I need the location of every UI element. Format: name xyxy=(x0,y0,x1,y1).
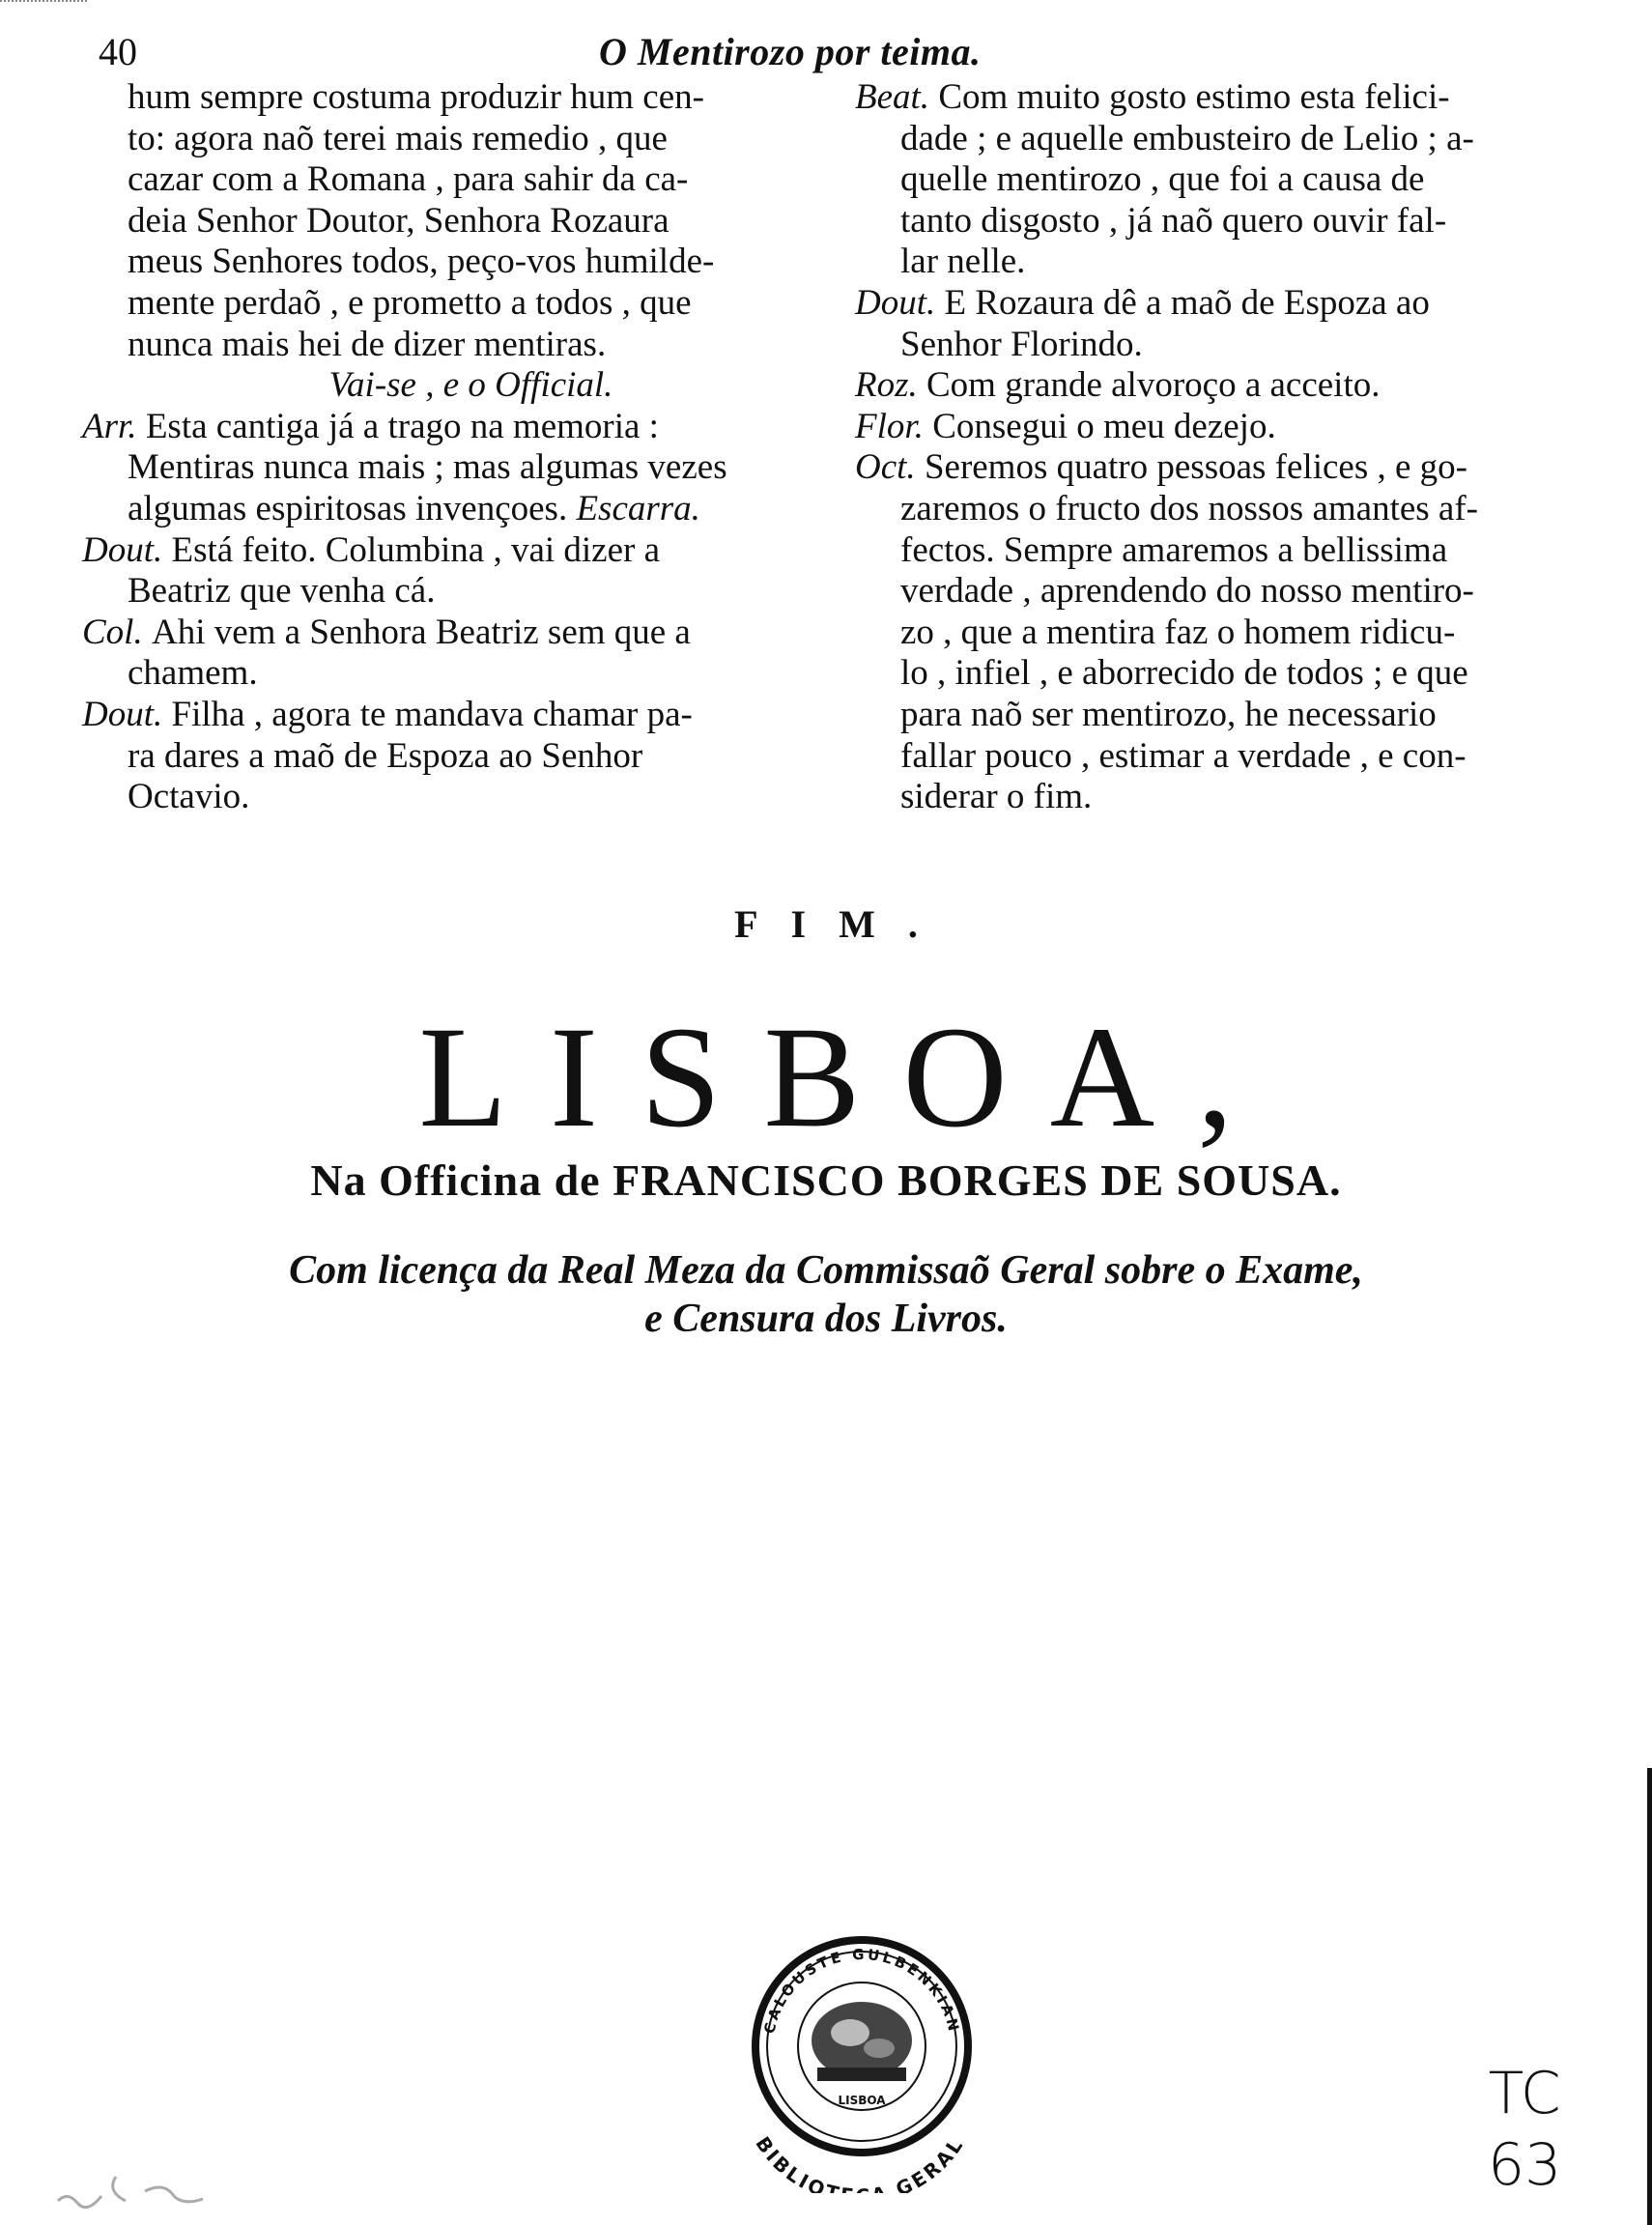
text-line xyxy=(82,77,821,119)
text-line xyxy=(82,407,821,448)
line-text: Mentiras nunca mais ; mas algumas vezes xyxy=(128,447,727,488)
text-line xyxy=(855,447,1594,489)
line-text: siderar o fim. xyxy=(900,777,1093,817)
text-line xyxy=(855,777,1594,818)
imprint-city: LISBOA, xyxy=(418,997,1276,1157)
text-line xyxy=(855,201,1594,242)
left-text-column xyxy=(82,77,821,818)
line-text: E Rozaura dê a maõ de Espoza ao xyxy=(944,282,1430,323)
shelfmark-line-2: 63 xyxy=(1488,2131,1562,2199)
text-line xyxy=(855,365,1594,407)
line-text: quelle mentirozo , que foi a causa de xyxy=(900,159,1425,200)
text-line xyxy=(855,489,1594,530)
text-line xyxy=(855,695,1594,736)
line-text: Com grande alvoroço a acceito. xyxy=(926,365,1381,406)
line-text: lar nelle. xyxy=(900,242,1026,282)
text-line xyxy=(82,613,821,654)
text-line xyxy=(855,159,1594,201)
speaker-name: Col. xyxy=(82,612,152,652)
text-line xyxy=(855,571,1594,613)
page-header xyxy=(0,29,1652,77)
line-text: lo , infiel , e aborrecido de todos ; e que xyxy=(900,653,1468,694)
license-statement xyxy=(0,1246,1652,1343)
text-line xyxy=(855,736,1594,778)
speaker-name: Arr. xyxy=(82,406,146,446)
stage-direction: Vai-se , e o Official. xyxy=(328,365,613,406)
text-line xyxy=(82,325,821,366)
line-text: Senhor Florindo. xyxy=(900,324,1143,364)
right-text-column xyxy=(855,77,1594,818)
handwritten-shelfmark xyxy=(1488,2058,1561,2201)
line-text: algumas espiritosas invençoes. xyxy=(128,488,568,528)
line-text: mente perdaõ , e prometto a todos , que xyxy=(128,282,692,323)
scan-edge-bar xyxy=(1647,1768,1652,2225)
text-line xyxy=(82,695,821,736)
line-text: deia Senhor Doutor, Senhora Rozaura xyxy=(128,200,669,241)
text-line xyxy=(82,777,821,818)
line-text: chamem. xyxy=(128,653,258,694)
pencil-mark xyxy=(48,2162,242,2220)
line-text: zo , que a mentira faz o homem ridicu- xyxy=(900,612,1456,652)
line-text: Seremos quatro pessoas felices , e go- xyxy=(924,447,1467,488)
text-line xyxy=(855,613,1594,654)
text-line xyxy=(82,283,821,325)
line-text: Consegui o meu dezejo. xyxy=(932,406,1276,446)
line-text: Está feito. Columbina , vai dizer a xyxy=(171,529,661,570)
license-line-2: e Censura dos Livros. xyxy=(644,1297,1008,1341)
text-line xyxy=(82,489,821,530)
line-text: fectos. Sempre amaremos a bellissima xyxy=(900,529,1448,570)
fim-heading: FIM. xyxy=(734,902,951,946)
line-text: Filha , agora te mandava chamar pa- xyxy=(171,694,693,734)
stage-direction: Escarra. xyxy=(567,488,700,528)
line-text: Com muito gosto estimo esta felici- xyxy=(938,77,1450,117)
text-line xyxy=(855,530,1594,572)
speaker-name: Dout. xyxy=(82,529,172,570)
text-line xyxy=(82,736,821,778)
library-stamp xyxy=(734,1932,1005,2193)
speaker-name: Roz. xyxy=(855,365,926,406)
line-text: zaremos o fructo dos nossos amantes af- xyxy=(900,488,1478,528)
text-line xyxy=(855,283,1594,325)
stamp-inner-text: LISBOA xyxy=(838,2094,886,2107)
line-text: tanto disgosto , já naõ quero ouvir fal- xyxy=(900,200,1447,241)
text-line xyxy=(82,119,821,160)
line-text: dade ; e aquelle embusteiro de Lelio ; a- xyxy=(900,118,1474,158)
text-line xyxy=(82,571,821,613)
text-line xyxy=(82,242,821,283)
line-text: to: agora naõ terei mais remedio , que xyxy=(128,118,668,158)
speaker-name: Oct. xyxy=(855,447,925,488)
line-text: Esta cantiga já a trago na memoria : xyxy=(145,406,659,446)
line-text: hum sempre costuma produzir hum cen- xyxy=(128,77,704,117)
stamp-bottom-text: BIBLIOT GERAL xyxy=(751,2132,969,2193)
line-text: Beatriz que venha cá. xyxy=(128,571,436,612)
text-line xyxy=(82,653,821,695)
text-line xyxy=(855,653,1594,695)
speaker-name: Dout. xyxy=(82,694,172,734)
line-text: nunca mais hei de dizer mentiras. xyxy=(128,324,607,364)
text-line xyxy=(82,159,821,201)
text-line xyxy=(82,530,821,572)
text-line xyxy=(855,407,1594,448)
printer-line: Na Officina de FRANCISCO BORGES DE SOUSA. xyxy=(310,1155,1342,1205)
line-text: verdade , aprendendo do nosso mentiro- xyxy=(900,571,1474,612)
scan-edge-marks xyxy=(0,0,87,6)
speaker-name: Dout. xyxy=(855,282,945,323)
stamp-top-text: CALOUSTE GULBENKIAN xyxy=(760,1945,963,2036)
license-line-1: Com licença da Real Meza da Commissaõ Geral sobre o Exame, xyxy=(289,1248,1363,1293)
text-line xyxy=(855,325,1594,366)
shelfmark-line-1: TC xyxy=(1488,2060,1561,2127)
line-text: meus Senhores todos, peço-vos humilde- xyxy=(128,242,715,282)
speaker-name: Flor. xyxy=(855,406,933,446)
line-text: ra dares a maõ de Espoza ao Senhor xyxy=(128,735,643,776)
line-text: cazar com a Romana , para sahir da ca- xyxy=(128,159,689,200)
line-text: fallar pouco , estimar a verdade , e con- xyxy=(900,735,1467,776)
text-line xyxy=(82,447,821,489)
text-line xyxy=(855,242,1594,283)
line-text: Octavio. xyxy=(128,777,250,817)
text-line xyxy=(855,119,1594,160)
line-text: Ahi vem a Senhora Beatriz sem que a xyxy=(151,612,691,652)
text-line xyxy=(855,77,1594,119)
line-text: para naõ ser mentirozo, he necessario xyxy=(900,694,1437,734)
stamp-emblem xyxy=(812,2002,912,2081)
text-line xyxy=(82,201,821,242)
speaker-name: Beat. xyxy=(855,77,939,117)
page-number: 40 xyxy=(99,30,137,73)
running-title: O Mentirozo por teima. xyxy=(599,30,982,73)
